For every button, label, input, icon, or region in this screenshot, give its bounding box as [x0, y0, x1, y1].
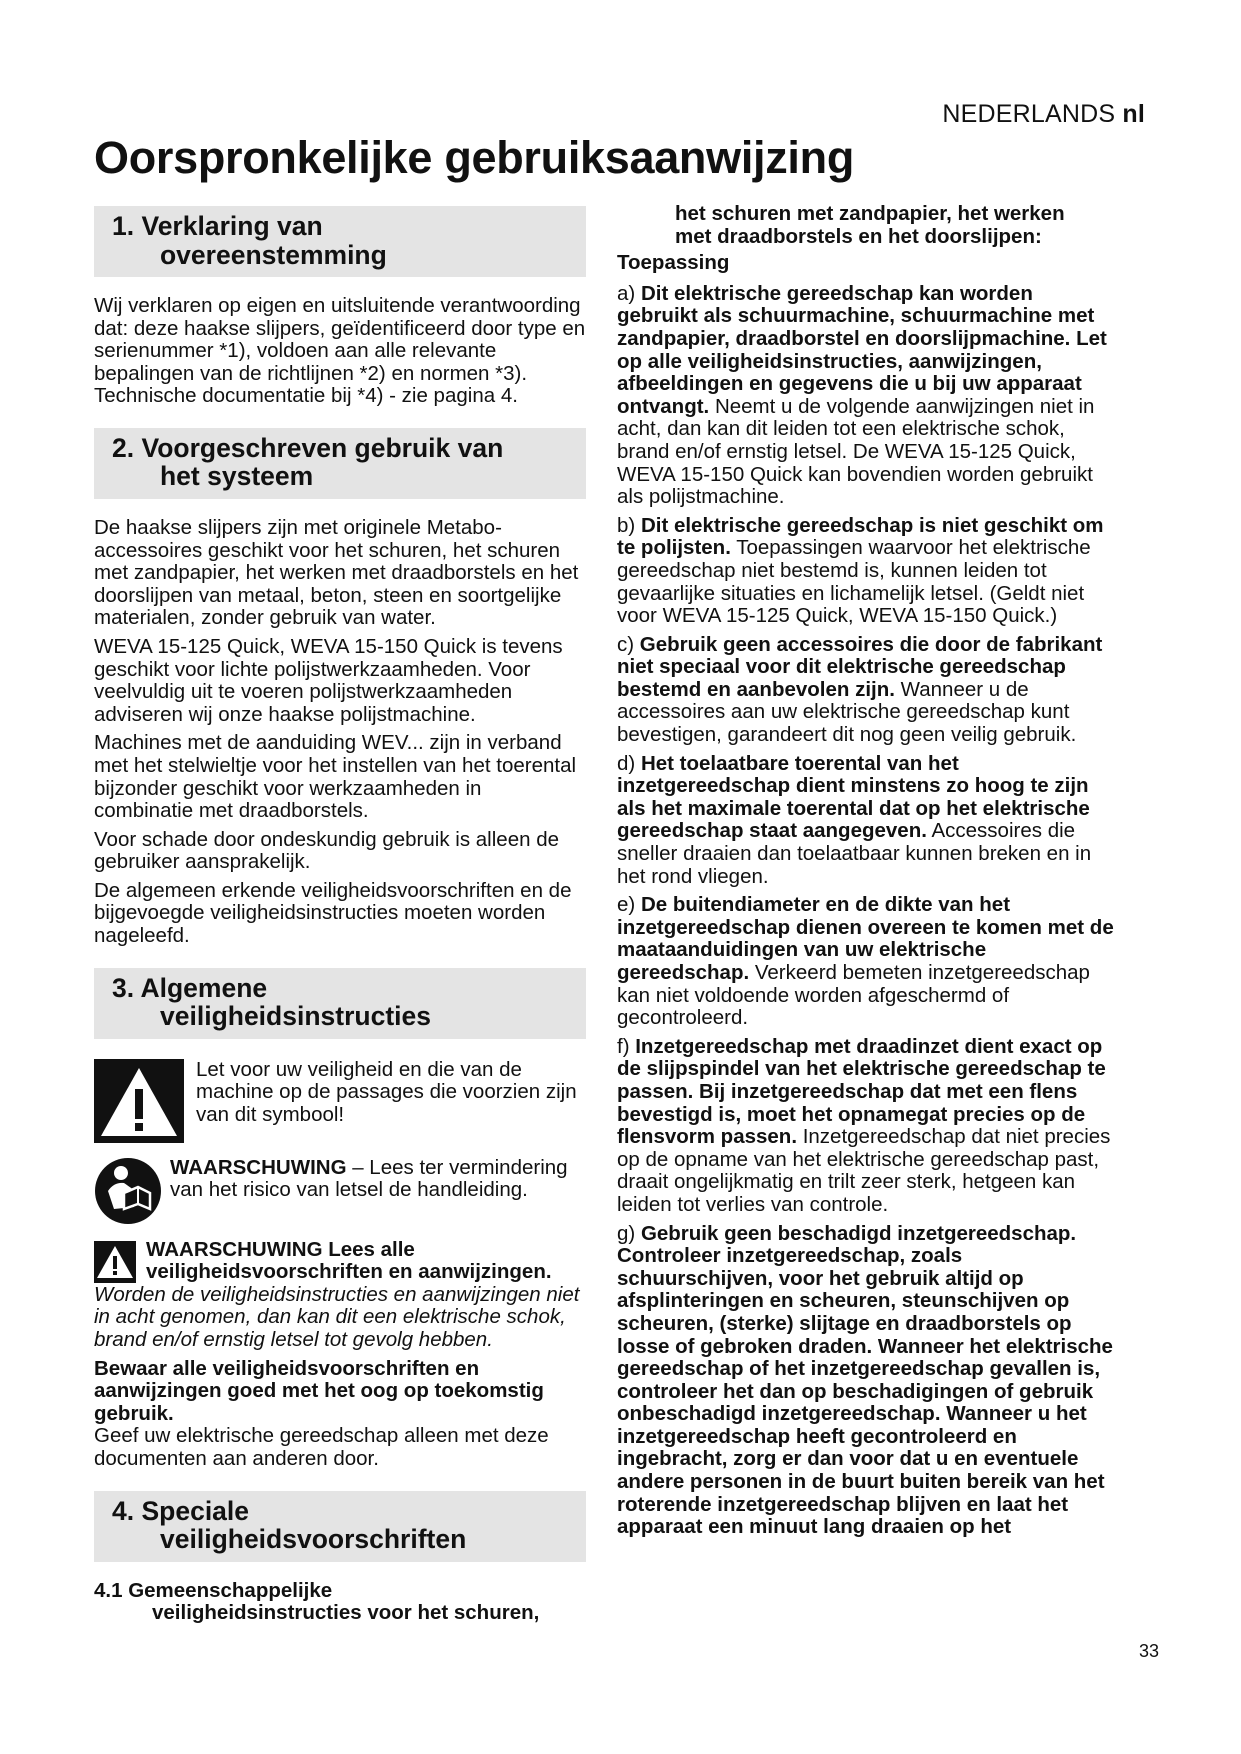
keep-instructions-text: Geef uw elektrische gereedschap alleen met deze documenten aan anderen door.: [94, 1424, 549, 1470]
page-number: 33: [1138, 1641, 1159, 1661]
section-1-heading: 1. Verklaring van overeenstemming: [94, 206, 586, 277]
section-2-paragraph: Machines met de aanduiding WEV... zijn in verband met het stelwieltje voor het instellen van het toerental bijzonder geschikt voor werkzaamheden in combinatie met draadborstels.: [94, 731, 577, 823]
read-manual-warning: [94, 1157, 586, 1225]
language-label: [942, 100, 1145, 129]
left-column: [94, 206, 586, 1625]
rule-item: b) Dit elektrische gereedschap is niet geschikt om te polijsten. Toepassingen waarvoor het elektrische gereedschap niet bestemd is, kunnen leiden tot gevaarlijke situaties en lichamelijk letsel. (Geldt niet voor WEVA 15-125 Quick, WEVA 15-150 Quick.): [617, 513, 1104, 628]
rule-item: d) Het toelaatbare toerental van het inzetgereedschap dient minstens zo hoog te zijn als het maximale toerental dat op het elektrische gereedschap staat aangegeven. Accessoires die sneller draaien dan toelaatbaar kunnen breken en in het rond vliegen.: [617, 751, 1092, 888]
language-name: NEDERLANDS: [942, 100, 1116, 128]
language-code: nl: [1122, 100, 1145, 128]
warning-triangle-icon: [94, 1059, 184, 1143]
right-column: [617, 203, 1117, 1545]
toepassing-heading: Toepassing: [617, 251, 730, 275]
warning-triangle-icon: [94, 1241, 136, 1283]
rule-item: c) Gebruik geen accessoires die door de fabrikant niet speciaal voor dit elektrische gereedschap bestemd en aanbevolen zijn. Wanneer u de accessoires aan uw elektrische gereedschap kunt bevestigen, garandeert dit nog geen veilig gebruik.: [617, 632, 1103, 747]
subsection-4-1-continued: het schuren met zandpapier, het werken met draadborstels en het doorslijpen:: [675, 202, 1065, 248]
warning-text: – Lees ter vermindering van het risico van letsel de handleiding.: [170, 1155, 568, 1202]
section-2-paragraph: De haakse slijpers zijn met originele Metabo-accessoires geschikt voor het schuren, het schuren met zandpapier, het werken met draadborstels en het doorslijpen van metaal, beton, steen en soortgelijke materialen, zonder gebruik van water.: [94, 515, 579, 630]
general-warning-bold: WAARSCHUWING Lees alle veiligheidsvoorschriften en aanwijzingen.: [146, 1237, 552, 1284]
rule-item: e) De buitendiameter en de dikte van het inzetgereedschap dienen overeen te komen met de maataanduidingen van uw elektrische gereedschap. Verkeerd bemeten inzetgereedschap kan niet voldoende worden afgeschermd of gecontroleerd.: [617, 893, 1114, 1030]
section-2-heading: 2. Voorgeschreven gebruik van het systeem: [94, 428, 586, 499]
general-warning: [94, 1239, 586, 1284]
section-4-heading: 4. Speciale veiligheidsvoorschriften: [94, 1491, 586, 1562]
safety-symbol-note: [94, 1059, 586, 1143]
rule-item: a) Dit elektrische gereedschap kan worden gebruikt als schuurmachine, schuurmachine met zandpapier, draadborstel en doorslijpmachine. Let op alle veiligheidsinstructies, aanwijzingen, afbeeldingen en gegevens die u bij uw apparaat ontvangt. Neemt u de volgende aanwijzingen niet in acht, dan kan dit leiden tot een elektrische schok, brand en/of ernstig letsel. De WEVA 15-125 Quick, WEVA 15-150 Quick kan bovendien worden gebruikt als polijstmachine.: [617, 281, 1107, 509]
safety-symbol-text: Let voor uw veiligheid en die van de machine op de passages die voorzien zijn van dit symbool!: [196, 1057, 577, 1126]
rule-item: f) Inzetgereedschap met draadinzet dient exact op de slijpspindel van het elektrische gereedschap te passen. Bij inzetgereedschap dat met een flens bevestigd is, moet het opnamegat precies op de flensvorm passen. Inzetgereedschap dat niet precies op de opname van het elektrische gereedschap past, draait ongelijkmatig en trilt zeer sterk, hetgeen kan leiden tot verlies van controle.: [617, 1034, 1111, 1216]
section-1-body: Wij verklaren op eigen en uitsluitende verantwoording dat: deze haakse slijpers, geïdentificeerd door type en serienummer *1), voldoen aan alle relevante bepalingen van de richtlijnen *2) en normen *3). Technische documentatie bij *4) - zie pagina 4.: [94, 294, 586, 408]
rule-item: g) Gebruik geen beschadigd inzetgereedschap. Controleer inzetgereedschap, zoals schuurschijven, voor het gebruik altijd op afsplinteringen en scheuren, steunschijven op scheuren, (sterke) slijtage en draadborstels op losse of gebroken draden. Wanneer het elektrische gereedschap of het inzetgereedschap gevallen is, controleer het dan op beschadigingen of gebruik onbeschadigd inzetgereedschap. Wanneer u het inzetgereedschap heeft gecontroleerd en ingebracht, zorg er dan voor dat u en eventuele andere personen in de buurt buiten bereik van het roterende inzetgereedschap blijven en laat het apparaat een minuut lang draaien op het: [617, 1221, 1113, 1539]
general-warning-italic: Worden de veiligheidsinstructies en aanwijzingen niet in acht genomen, dan kan dit een elektrische schok, brand en/of ernstig letsel tot gevolg hebben.: [94, 1282, 580, 1352]
section-2-paragraph: WEVA 15-125 Quick, WEVA 15-150 Quick is tevens geschikt voor lichte polijstwerkzaamheden. Voor veelvuldig uit te voeren polijstwerkzaamheden adviseren wij onze haakse polijstmachine.: [94, 634, 563, 726]
section-2-paragraph: De algemeen erkende veiligheidsvoorschriften en de bijgevoegde veiligheidsinstructies moeten worden nageleefd.: [94, 878, 572, 948]
keep-instructions-bold: Bewaar alle veiligheidsvoorschriften en aanwijzingen goed met het oog op toekomstig gebruik.: [94, 1356, 544, 1425]
subsection-4-1-heading: 4.1 Gemeenschappelijke veiligheidsinstructies voor het schuren,: [94, 1578, 540, 1625]
section-2-paragraph: Voor schade door ondeskundig gebruik is alleen de gebruiker aansprakelijk.: [94, 827, 559, 874]
section-3-heading: 3. Algemene veiligheidsinstructies: [94, 968, 586, 1039]
warning-label: WAARSCHUWING: [170, 1155, 347, 1179]
document-title: Oorspronkelijke gebruiksaanwijzing: [94, 132, 855, 183]
read-manual-icon: [94, 1157, 162, 1225]
